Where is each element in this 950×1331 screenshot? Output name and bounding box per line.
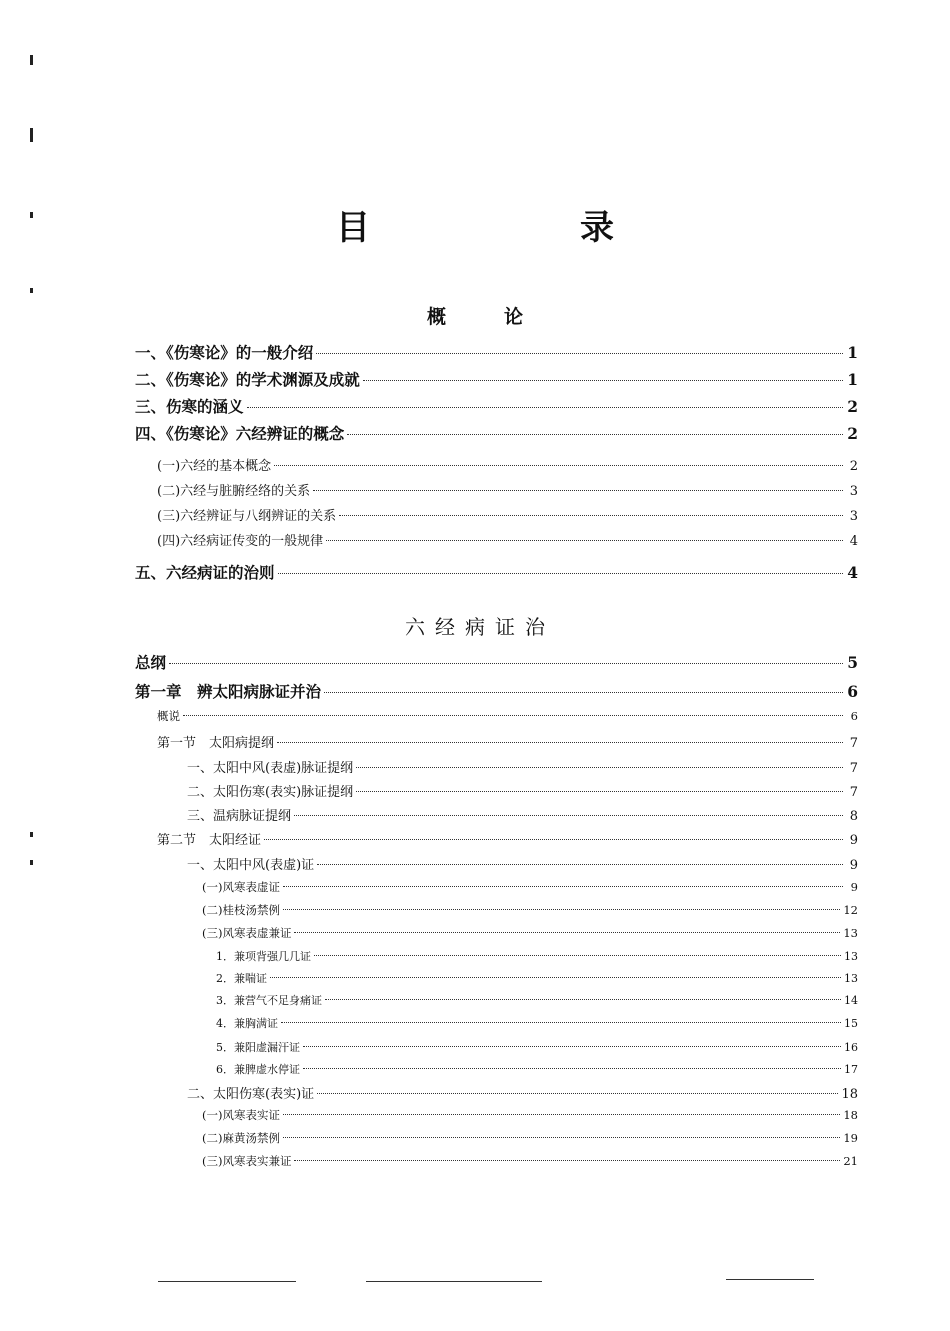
leader-dots bbox=[303, 1068, 841, 1069]
leader-dots bbox=[169, 663, 843, 664]
toc-entry-page: 8 bbox=[849, 809, 858, 824]
toc-entry-page: 2 bbox=[849, 459, 858, 474]
binding-mark bbox=[30, 55, 33, 65]
toc-entry[interactable] bbox=[157, 480, 858, 499]
toc-entry[interactable] bbox=[202, 1107, 858, 1123]
toc-entry-page: 13 bbox=[843, 926, 858, 940]
toc-entry[interactable] bbox=[135, 395, 858, 417]
toc-entry-text: (二)桂枝汤禁例 bbox=[202, 903, 280, 917]
toc-entry-text: 三、温病脉证提纲 bbox=[187, 809, 292, 824]
toc-entry-page: 15 bbox=[844, 1017, 858, 1030]
toc-entry-page: 2 bbox=[847, 397, 858, 416]
binding-mark bbox=[30, 128, 33, 142]
toc-entry-page: 17 bbox=[844, 1063, 858, 1076]
leader-dots bbox=[363, 380, 843, 381]
toc-entry-page: 2 bbox=[847, 424, 858, 443]
toc-entry[interactable] bbox=[157, 708, 858, 724]
toc-entry-text: (一)风寒表实证 bbox=[202, 1108, 280, 1122]
leader-dots bbox=[183, 715, 843, 716]
toc-entry[interactable] bbox=[202, 902, 858, 918]
toc-entry-text: (四)六经病证传变的一般规律 bbox=[157, 534, 324, 549]
binding-mark bbox=[30, 832, 33, 837]
toc-entry-text: 一、《伤寒论》的一般介绍 bbox=[135, 343, 314, 362]
toc-entry-page: 3 bbox=[849, 484, 858, 499]
leader-dots bbox=[294, 1160, 840, 1161]
leader-dots bbox=[347, 434, 843, 435]
toc-entry-page: 9 bbox=[849, 833, 858, 848]
toc-entry-text: 5．兼阳虚漏汗证 bbox=[216, 1041, 300, 1054]
leader-dots bbox=[264, 839, 843, 840]
toc-entry-text: 五、六经病证的治则 bbox=[135, 563, 275, 582]
toc-entry-text: 4．兼胸满证 bbox=[216, 1017, 278, 1030]
toc-entry-text: 第二节 太阳经证 bbox=[157, 833, 262, 848]
section-title-six-channels: 六经病证治 bbox=[405, 615, 555, 639]
toc-entry-text: 二、太阳伤寒(表实)脉证提纲 bbox=[187, 785, 354, 800]
toc-entry-text: 概说 bbox=[157, 709, 180, 723]
toc-entry-page: 4 bbox=[847, 563, 858, 582]
toc-entry[interactable] bbox=[216, 1039, 858, 1055]
toc-entry-text: 三、伤寒的涵义 bbox=[135, 397, 244, 416]
toc-entry-text: (三)风寒表虚兼证 bbox=[202, 926, 292, 940]
toc-entry[interactable] bbox=[135, 422, 858, 444]
toc-entry[interactable] bbox=[202, 1130, 858, 1146]
leader-dots bbox=[356, 791, 843, 792]
toc-entry-text: 二、太阳伤寒(表实)证 bbox=[187, 1087, 315, 1102]
leader-dots bbox=[326, 540, 843, 541]
toc-entry-text: (一)风寒表虚证 bbox=[202, 880, 280, 894]
toc-entry[interactable] bbox=[187, 781, 858, 800]
toc-entry[interactable] bbox=[135, 680, 858, 702]
toc-entry[interactable] bbox=[135, 341, 858, 363]
leader-dots bbox=[294, 815, 843, 816]
toc-entry-text: 1．兼项背强几几证 bbox=[216, 950, 311, 963]
toc-entry-page: 7 bbox=[849, 736, 858, 751]
leader-dots bbox=[317, 864, 843, 865]
toc-entry-page: 21 bbox=[843, 1154, 858, 1168]
toc-entry[interactable] bbox=[202, 925, 858, 941]
leader-dots bbox=[303, 1046, 841, 1047]
page-title: 目 录 bbox=[336, 208, 702, 248]
leader-dots bbox=[314, 955, 841, 956]
toc-entry-text: (三)六经辨证与八纲辨证的关系 bbox=[157, 509, 337, 524]
toc-entry[interactable] bbox=[216, 970, 858, 986]
toc-entry[interactable] bbox=[187, 805, 858, 824]
leader-dots bbox=[316, 353, 843, 354]
toc-entry-page: 18 bbox=[841, 1087, 858, 1102]
toc-entry[interactable] bbox=[135, 561, 858, 583]
toc-entry-page: 19 bbox=[843, 1131, 858, 1145]
toc-entry[interactable] bbox=[216, 948, 858, 964]
toc-entry-text: (一)六经的基本概念 bbox=[157, 459, 272, 474]
leader-dots bbox=[283, 1114, 840, 1115]
toc-entry-page: 7 bbox=[849, 785, 858, 800]
toc-entry[interactable] bbox=[202, 1153, 858, 1169]
toc-entry-page: 1 bbox=[847, 343, 858, 362]
binding-mark bbox=[30, 212, 33, 218]
leader-dots bbox=[283, 886, 843, 887]
toc-entry-text: 一、太阳中风(表虚)证 bbox=[187, 858, 315, 873]
toc-entry[interactable] bbox=[187, 854, 858, 873]
binding-mark bbox=[30, 288, 33, 293]
toc-entry-page: 6 bbox=[850, 709, 858, 723]
scan-line bbox=[726, 1279, 814, 1280]
toc-entry-text: 四、《伤寒论》六经辨证的概念 bbox=[135, 424, 345, 443]
toc-entry-text: (二)麻黄汤禁例 bbox=[202, 1131, 280, 1145]
toc-entry[interactable] bbox=[157, 732, 858, 751]
toc-entry[interactable] bbox=[216, 1015, 858, 1031]
toc-entry[interactable] bbox=[157, 505, 858, 524]
leader-dots bbox=[278, 573, 843, 574]
toc-entry-text: 第一章 辨太阳病脉证并治 bbox=[135, 682, 322, 701]
leader-dots bbox=[247, 407, 843, 408]
toc-entry-page: 9 bbox=[849, 858, 858, 873]
leader-dots bbox=[339, 515, 843, 516]
leader-dots bbox=[283, 1137, 840, 1138]
toc-entry-page: 5 bbox=[847, 653, 858, 672]
leader-dots bbox=[270, 977, 841, 978]
toc-entry-text: 二、《伤寒论》的学术渊源及成就 bbox=[135, 370, 360, 389]
toc-entry[interactable] bbox=[157, 530, 858, 549]
toc-entry-text: 总纲 bbox=[135, 653, 167, 672]
toc-entry[interactable] bbox=[157, 455, 858, 474]
toc-entry-text: 一、太阳中风(表虚)脉证提纲 bbox=[187, 761, 354, 776]
leader-dots bbox=[277, 742, 843, 743]
toc-entry-page: 16 bbox=[844, 1041, 858, 1054]
leader-dots bbox=[274, 465, 843, 466]
scan-line bbox=[158, 1281, 296, 1282]
toc-entry-text: 第一节 太阳病提纲 bbox=[157, 736, 275, 751]
toc-entry[interactable] bbox=[135, 368, 858, 390]
leader-dots bbox=[313, 490, 843, 491]
toc-entry-page: 9 bbox=[850, 880, 858, 894]
toc-entry-text: (二)六经与脏腑经络的关系 bbox=[157, 484, 311, 499]
toc-entry[interactable] bbox=[135, 651, 858, 673]
scan-line bbox=[366, 1281, 542, 1282]
toc-entry[interactable] bbox=[187, 1083, 858, 1102]
leader-dots bbox=[317, 1093, 838, 1094]
leader-dots bbox=[283, 909, 840, 910]
leader-dots bbox=[356, 767, 843, 768]
leader-dots bbox=[325, 999, 841, 1000]
toc-entry[interactable] bbox=[216, 992, 858, 1008]
toc-entry-text: (三)风寒表实兼证 bbox=[202, 1154, 292, 1168]
toc-entry-text: 6．兼脾虚水停证 bbox=[216, 1063, 300, 1076]
toc-entry-page: 12 bbox=[843, 903, 858, 917]
binding-mark bbox=[30, 860, 33, 865]
toc-entry-page: 1 bbox=[847, 370, 858, 389]
toc-entry-page: 13 bbox=[844, 950, 858, 963]
toc-entry[interactable] bbox=[187, 757, 858, 776]
section-title-overview: 概论 bbox=[426, 306, 581, 328]
leader-dots bbox=[281, 1022, 841, 1023]
toc-entry-page: 14 bbox=[844, 994, 858, 1007]
toc-entry-page: 13 bbox=[844, 972, 858, 985]
toc-entry[interactable] bbox=[157, 829, 858, 848]
toc-entry[interactable] bbox=[202, 879, 858, 895]
toc-entry[interactable] bbox=[216, 1061, 858, 1077]
toc-entry-page: 6 bbox=[847, 682, 858, 701]
toc-entry-page: 7 bbox=[849, 761, 858, 776]
leader-dots bbox=[294, 932, 840, 933]
toc-entry-text: 3．兼营气不足身痛证 bbox=[216, 994, 322, 1007]
toc-entry-page: 4 bbox=[849, 534, 858, 549]
toc-entry-page: 18 bbox=[843, 1108, 858, 1122]
toc-entry-text: 2．兼喘证 bbox=[216, 972, 267, 985]
toc-entry-page: 3 bbox=[849, 509, 858, 524]
leader-dots bbox=[324, 692, 843, 693]
